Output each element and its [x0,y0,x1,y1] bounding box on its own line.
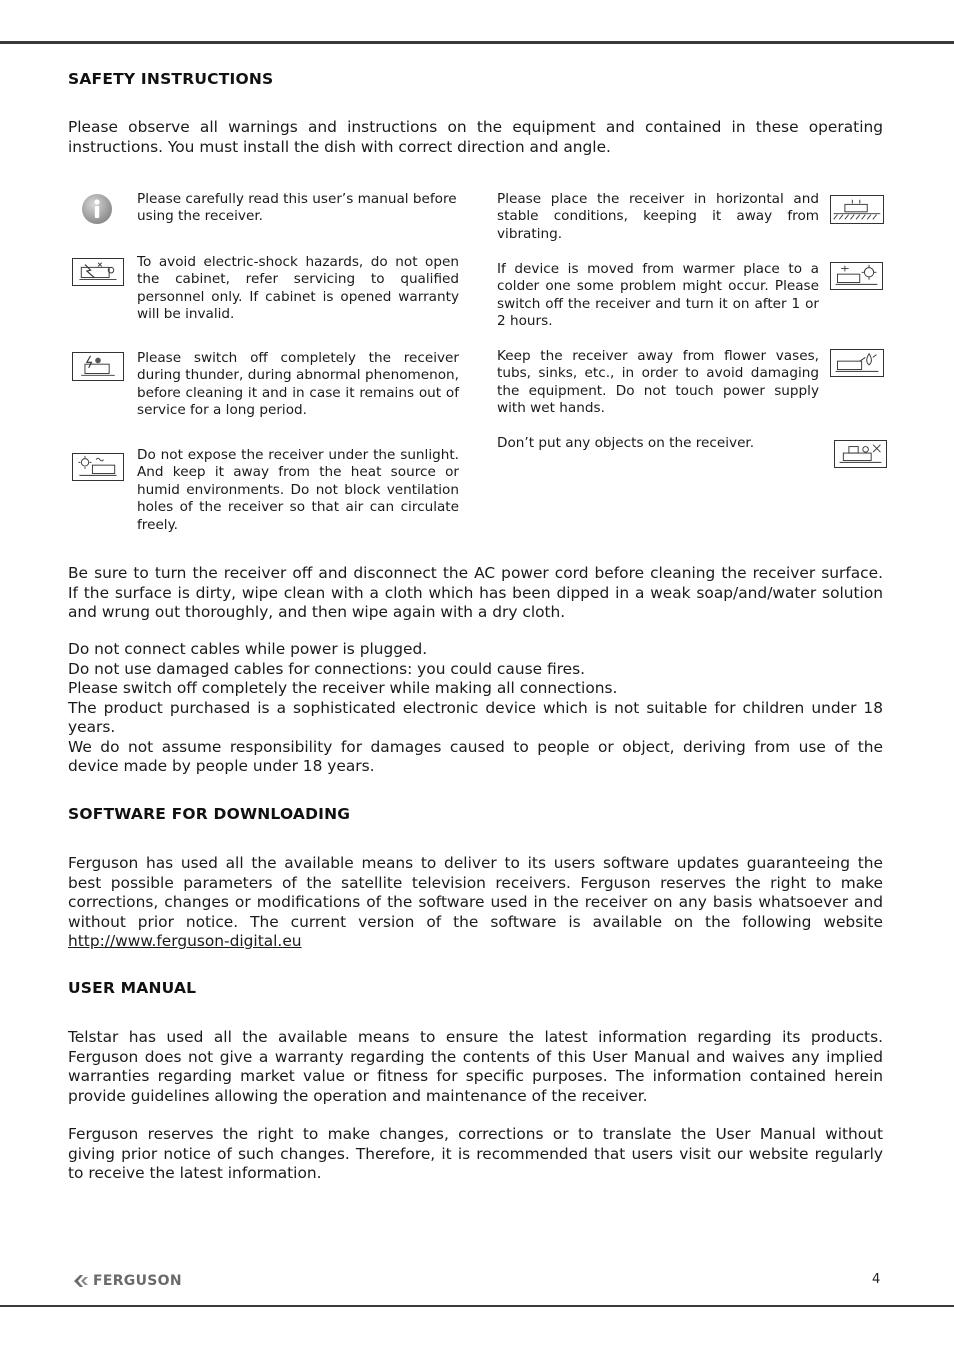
sunlight-icon [72,453,124,481]
item-line: Don’t put any objects on the receiver. [497,435,755,451]
manual-line: warranties regarding market value or fitness for specific purposes. The information contained herein [68,1067,883,1085]
item-line: 2 hours. [497,313,553,330]
item-line: Please place the receiver in horizontal and [497,191,819,207]
horizontal-placement-icon [830,195,884,224]
item-line: tubs, sinks, etc., in order to avoid damaging [497,365,819,382]
software-line: best possible parameters of the satellite television receivers. Ferguson reserves the right to make [68,873,883,892]
cleaning-line: and wrung out thoroughly, and then wipe again with a dry cloth. [68,603,566,621]
manual-heading: USER MANUAL [68,979,197,997]
top-rule [0,41,954,44]
manual-paragraph-1 [68,1028,883,1106]
manual-line: to receive the latest information. [68,1164,322,1182]
item-line: Please switch off completely the receiver [137,350,459,366]
item-line: Keep the receiver away from flower vases, [497,348,819,364]
manual-line: Ferguson reserves the right to make changes, corrections or to translate the User Manual without [68,1125,883,1143]
ferguson-logo [72,1272,182,1290]
intro-line: Please observe all warnings and instructions on the equipment and contained in these operating [68,118,883,136]
item-line: stable conditions, keeping it away from [497,208,819,225]
safety-item-no-objects [497,435,819,452]
cables-line: Please switch off completely the receiver while making all connections. [68,679,618,697]
item-line: service for a long period. [137,402,307,419]
item-line: using the receiver. [137,208,264,225]
safety-item-sunlight [137,447,459,534]
item-line: Please carefully read this user’s manual before [137,191,457,207]
info-icon [80,192,114,226]
cables-line: We do not assume responsibility for damages caused to people or object, deriving from use of the [68,737,883,756]
item-line: To avoid electric-shock hazards, do not open [137,254,459,270]
cables-line: years. [68,718,116,736]
safety-item-temperature [497,261,819,331]
item-line: before cleaning it and in case it remains out of [137,384,459,401]
cleaning-line: Be sure to turn the receiver off and disconnect the AC power cord before cleaning the receiver surface. [68,564,883,582]
item-line: humid environments. Do not block ventilation [137,481,459,498]
cleaning-paragraph [68,564,883,623]
manual-paragraph-2 [68,1125,883,1184]
cleaning-line: If the surface is dirty, wipe clean with a cloth which has been dipped in a weak soap/and/water solution [68,583,883,602]
item-line: Do not expose the receiver under the sunlight. [137,447,459,463]
cables-line: The product purchased is a sophisticated electronic device which is not suitable for children under 18 [68,698,883,717]
item-line: switch off the receiver and turn it on after 1 or [497,295,819,312]
software-paragraph [68,854,883,952]
intro-line: instructions. You must install the dish with correct direction and angle. [68,137,611,156]
cables-line: Do not use damaged cables for connections: you could cause fires. [68,659,586,678]
safety-heading: SAFETY INSTRUCTIONS [68,70,274,88]
manual-line: Ferguson does not give a warranty regarding the contents of this User Manual and waives any implied [68,1047,883,1066]
cables-line: device made by people under 18 years. [68,757,375,775]
item-line: freely. [137,516,179,533]
safety-item-water [497,348,819,418]
cables-line: Do not connect cables while power is plugged. [68,640,428,658]
manual-line: provide guidelines allowing the operation and maintenance of the receiver. [68,1086,648,1105]
item-line: holes of the receiver so that air can circulate [137,499,459,516]
item-line: the cabinet, refer servicing to qualified [137,271,459,288]
item-line: will be invalid. [137,306,235,323]
safety-item-horizontal [497,191,819,243]
website-link[interactable]: http://www.ferguson-digital.eu [68,932,302,950]
logo-text: FERGUSON [93,1273,182,1289]
manual-line: Telstar has used all the available means to ensure the latest information regarding its products. [68,1028,883,1046]
manual-line: giving prior notice of such changes. Therefore, it is recommended that users visit our website regularly [68,1144,883,1163]
software-heading: SOFTWARE FOR DOWNLOADING [68,805,351,823]
safety-item-read-manual [137,191,459,226]
item-line: If device is moved from warmer place to a [497,261,819,277]
item-line: with wet hands. [497,400,605,417]
electric-shock-icon [72,258,124,286]
temperature-change-icon [830,262,883,290]
bottom-rule [0,1305,954,1307]
item-line: vibrating. [497,225,563,242]
software-line: Ferguson has used all the available means to deliver to its users software updates guaranteeing the [68,854,883,872]
software-line: corrections, changes or modifications of the software used in the receiver on any basis whatsoever and [68,893,883,911]
thunder-icon [72,352,124,381]
item-line: the equipment. Do not touch power supply [497,382,819,399]
water-hazard-icon [830,349,884,377]
item-line: during thunder, during abnormal phenomenon, [137,367,459,384]
logo-mark-icon [72,1274,90,1288]
page-number: 4 [872,1272,881,1287]
safety-intro [68,118,883,157]
safety-item-thunder [137,350,459,420]
item-line: personnel only. If cabinet is opened warranty [137,288,459,305]
software-line: without prior notice. The current version of the software is available on the following website [68,912,883,931]
cables-paragraph [68,640,883,777]
item-line: And keep it away from the heat source or [137,464,459,481]
item-line: colder one some problem might occur. Please [497,278,819,295]
safety-item-electric-shock [137,254,459,324]
no-objects-icon [834,440,887,468]
